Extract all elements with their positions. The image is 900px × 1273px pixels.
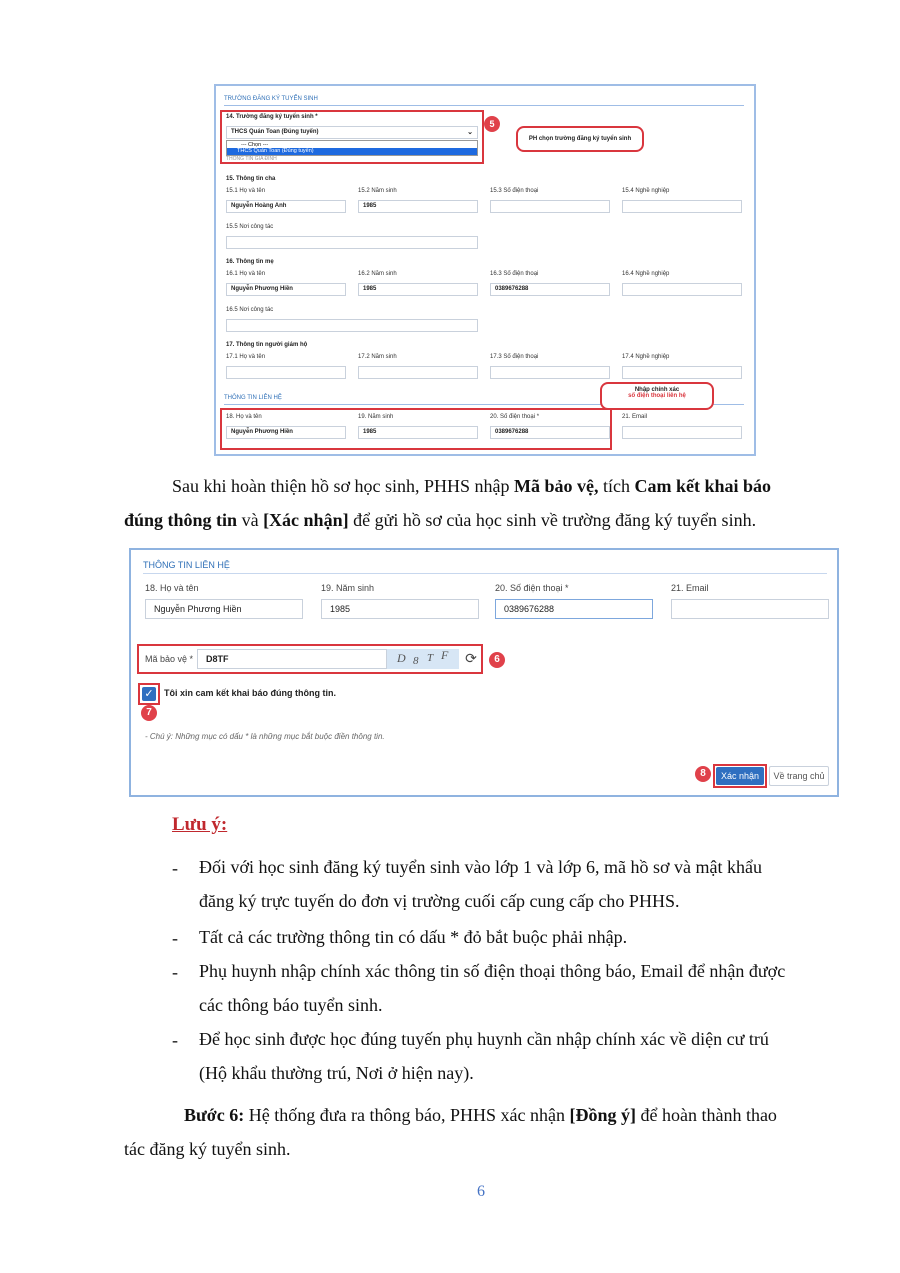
home-button[interactable]: Về trang chủ bbox=[769, 766, 829, 786]
screenshot-contact-confirm-form bbox=[129, 548, 839, 797]
mother-job-input[interactable] bbox=[622, 283, 742, 296]
school-select-value: THCS Quán Toan (Đúng tuyến) bbox=[231, 129, 319, 135]
mother-work-input[interactable] bbox=[226, 319, 478, 332]
highlight-box-school bbox=[220, 110, 484, 164]
contact-email-input[interactable] bbox=[671, 599, 829, 619]
list-bullet: - bbox=[172, 928, 178, 948]
father-name-input[interactable]: Nguyễn Hoàng Anh bbox=[226, 200, 346, 213]
list-bullet: - bbox=[172, 962, 178, 982]
mother-job-label: 16.4 Nghề nghiệp bbox=[622, 271, 670, 277]
callout-contact-phone: Nhập chính xác số điện thoại liên hệ bbox=[600, 382, 714, 410]
step6-line-2: tác đăng ký tuyển sinh. bbox=[124, 1139, 291, 1159]
father-phone-label: 15.3 Số điện thoại bbox=[490, 188, 539, 194]
contact-name-input[interactable]: Nguyễn Phương Hiền bbox=[145, 599, 303, 619]
contact-phone-label: 20. Số điện thoại * bbox=[490, 414, 540, 420]
note-title: Lưu ý: bbox=[172, 814, 228, 835]
contact-birthyear-input[interactable]: 1985 bbox=[358, 426, 478, 439]
father-work-input[interactable] bbox=[226, 236, 478, 249]
mother-phone-label: 16.3 Số điện thoại bbox=[490, 271, 539, 277]
mother-name-input[interactable]: Nguyễn Phương Hiền bbox=[226, 283, 346, 296]
contact-birthyear-label: 19. Năm sinh bbox=[358, 414, 394, 420]
section-divider bbox=[224, 105, 744, 106]
list-item: Tất cả các trường thông tin có dấu * đỏ bắt buộc phải nhập. bbox=[199, 927, 628, 947]
guardian-job-input[interactable] bbox=[622, 366, 742, 379]
contact-section-heading: THÔNG TIN LIÊN HỆ bbox=[143, 560, 230, 570]
step6-line-1: Bước 6: Hệ thống đưa ra thông báo, PHHS xác nhận [Đồng ý] để hoàn thành thao bbox=[184, 1105, 777, 1125]
step-badge-5: 5 bbox=[484, 116, 500, 132]
father-phone-input[interactable] bbox=[490, 200, 610, 213]
contact-name-label: 18. Họ và tên bbox=[145, 583, 199, 593]
contact-email-label: 21. Email bbox=[671, 583, 709, 593]
school-field-label: 14. Trường đăng ký tuyển sinh * bbox=[226, 114, 318, 120]
captcha-input[interactable]: D8TF bbox=[197, 649, 387, 669]
father-job-label: 15.4 Nghề nghiệp bbox=[622, 188, 670, 194]
contact-phone-label: 20. Số điện thoại * bbox=[495, 583, 569, 593]
guardian-phone-input[interactable] bbox=[490, 366, 610, 379]
mother-work-label: 16.5 Nơi công tác bbox=[226, 307, 274, 313]
guardian-section-title: 17. Thông tin người giám hộ bbox=[226, 342, 308, 348]
guardian-phone-label: 17.3 Số điện thoại bbox=[490, 354, 539, 360]
required-note: - Chú ý: Những mục có dấu * là những mục bắt buộc điền thông tin. bbox=[145, 732, 385, 741]
confirm-button[interactable]: Xác nhận bbox=[716, 767, 764, 785]
list-item: Để học sinh được học đúng tuyến phụ huynh cần nhập chính xác về diện cư trú (Hộ khẩu thường trú, Nơi ở hiện nay). bbox=[199, 1029, 769, 1083]
dropdown-option-selected[interactable]: THCS Quán Toan (Đúng tuyến) bbox=[227, 148, 477, 155]
father-name-label: 15.1 Họ và tên bbox=[226, 188, 266, 194]
father-birthyear-label: 15.2 Năm sinh bbox=[358, 188, 397, 194]
captcha-image: D 8 T F bbox=[387, 649, 459, 669]
commit-label: Tôi xin cam kết khai báo đúng thông tin. bbox=[164, 688, 337, 698]
section-divider bbox=[143, 573, 827, 574]
list-item: Đối với học sinh đăng ký tuyển sinh vào lớp 1 và lớp 6, mã hồ sơ và mật khẩu đăng ký trực tuyến do đơn vị trường cuối cấp cung cấp cho PHHS. bbox=[199, 857, 763, 911]
mother-name-label: 16.1 Họ và tên bbox=[226, 271, 266, 277]
section-school-heading: TRƯỜNG ĐĂNG KÝ TUYỂN SINH bbox=[224, 96, 318, 102]
mother-birthyear-label: 16.2 Năm sinh bbox=[358, 271, 397, 277]
guardian-birthyear-label: 17.2 Năm sinh bbox=[358, 354, 397, 360]
commit-checkbox[interactable]: ✓ bbox=[142, 687, 156, 701]
mother-phone-input[interactable]: 0389676288 bbox=[490, 283, 610, 296]
contact-email-label: 21. Email bbox=[622, 414, 648, 420]
list-item: Phụ huynh nhập chính xác thông tin số điện thoại thông báo, Email để nhận được các thông báo tuyển sinh. bbox=[199, 961, 786, 1015]
step-badge-7: 7 bbox=[141, 705, 157, 721]
list-bullet: - bbox=[172, 858, 178, 878]
guardian-name-label: 17.1 Họ và tên bbox=[226, 354, 266, 360]
dropdown-option[interactable]: --- Chọn --- bbox=[241, 142, 269, 148]
screenshot-school-family-form bbox=[214, 84, 756, 456]
step-badge-8: 8 bbox=[695, 766, 711, 782]
guardian-birthyear-input[interactable] bbox=[358, 366, 478, 379]
list-bullet: - bbox=[172, 1030, 178, 1050]
contact-phone-input[interactable]: 0389676288 bbox=[495, 599, 653, 619]
father-job-input[interactable] bbox=[622, 200, 742, 213]
callout-choose-school: PH chọn trường đăng ký tuyển sinh bbox=[516, 126, 644, 152]
family-section-heading: THÔNG TIN GIA ĐÌNH bbox=[226, 156, 277, 162]
contact-birthyear-input[interactable]: 1985 bbox=[321, 599, 479, 619]
page-number: 6 bbox=[477, 1183, 485, 1200]
guardian-name-input[interactable] bbox=[226, 366, 346, 379]
intro-line-2: đúng thông tin và [Xác nhận] để gửi hồ sơ của học sinh về trường đăng ký tuyển sinh. bbox=[124, 510, 757, 530]
section-contact-heading: THÔNG TIN LIÊN HỆ bbox=[224, 395, 282, 401]
mother-section-title: 16. Thông tin mẹ bbox=[226, 259, 274, 265]
refresh-icon[interactable]: ⟳ bbox=[465, 651, 477, 667]
contact-phone-input[interactable]: 0389676288 bbox=[490, 426, 610, 439]
father-section-title: 15. Thông tin cha bbox=[226, 176, 276, 182]
mother-birthyear-input[interactable]: 1985 bbox=[358, 283, 478, 296]
father-birthyear-input[interactable]: 1985 bbox=[358, 200, 478, 213]
contact-email-input[interactable] bbox=[622, 426, 742, 439]
chevron-down-icon: ⌄ bbox=[467, 129, 473, 136]
father-work-label: 15.5 Nơi công tác bbox=[226, 224, 274, 230]
intro-line-1: Sau khi hoàn thiện hồ sơ học sinh, PHHS nhập Mã bảo vệ, tích Cam kết khai báo bbox=[172, 476, 772, 496]
contact-name-label: 18. Họ và tên bbox=[226, 414, 262, 420]
contact-name-input[interactable]: Nguyễn Phương Hiền bbox=[226, 426, 346, 439]
guardian-job-label: 17.4 Nghề nghiệp bbox=[622, 354, 670, 360]
step-badge-6: 6 bbox=[489, 652, 505, 668]
contact-birthyear-label: 19. Năm sinh bbox=[321, 583, 375, 593]
captcha-label: Mã bảo vệ * bbox=[145, 654, 194, 664]
